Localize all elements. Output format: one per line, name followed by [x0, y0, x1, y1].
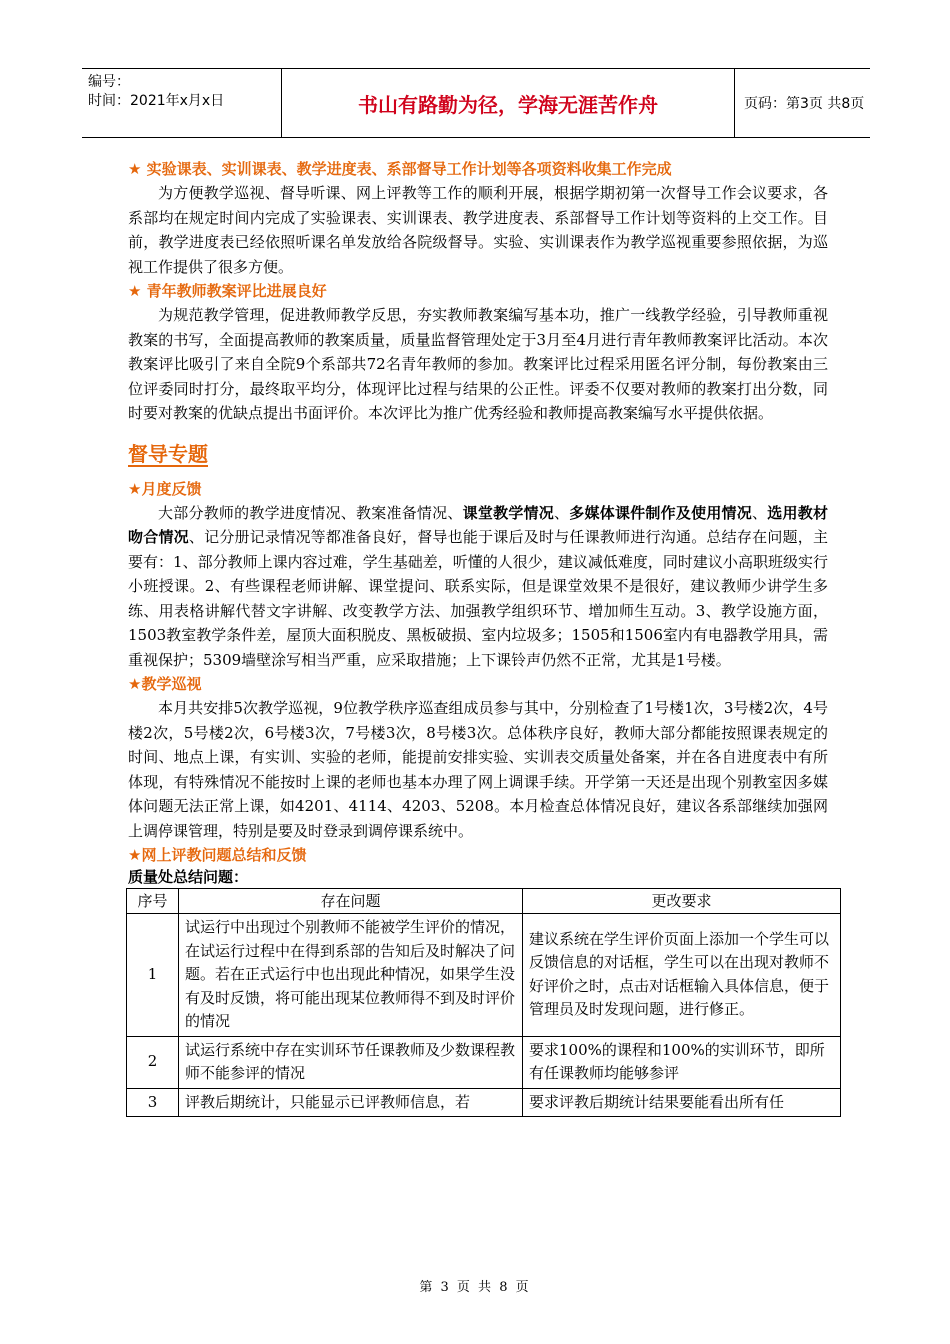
- document-body: [128, 157, 828, 1117]
- issues-table: [126, 888, 841, 1117]
- table-row: [127, 914, 841, 1037]
- col-header-request: 更改要求: [523, 889, 841, 914]
- row-problem: 试运行系统中存在实训环节任课教师及少数课程教师不能参评的情况: [179, 1036, 523, 1088]
- page-header: [82, 68, 870, 138]
- row-request: 要求100%的课程和100%的实训环节，即所有任课教师均能够参评: [523, 1036, 841, 1088]
- monthly-feedback-title: ★月度反馈: [128, 479, 202, 498]
- header-motto: 书山有路勤为径，学海无涯苦作舟: [282, 69, 735, 137]
- page-label: 页码：第3页 共8页: [744, 96, 865, 112]
- col-header-no: 序号: [127, 889, 179, 914]
- quality-office-label: 质量处总结问题：: [128, 868, 249, 886]
- patrol-body: 本月共安排5次教学巡视，9位教学秩序巡查组成员参与其中，分别检查了1号楼1次，3号楼2次，4号楼2次，5号楼2次，6号楼3次，7号楼3次，8号楼3次。总体秩序良好，教师大部分都能按照课表规定的时间、地点上课，有实训、实验的老师，能提前安排实验、实训表交质量处备案，并在各自进度表中有所体现，有特殊情况不能按时上课的老师也基本办理了网上调课手续。开学第一天还是出现个别教室因多媒体问题无法正常上课，如4201、4114、4203、5208。本月检查总体情况良好，建议各系部继续加强网上调停课管理，特别是要及时登录到调停课系统中。: [128, 699, 828, 840]
- section-title-lesson-plan: ★ 青年教师教案评比进展良好: [128, 282, 327, 300]
- header-meta: [82, 69, 282, 137]
- col-header-problem: 存在问题: [179, 889, 523, 914]
- table-row: [127, 1088, 841, 1117]
- row-number: 3: [127, 1088, 179, 1117]
- section-body-lesson-plan: 为规范教学管理，促进教师教学反思，夯实教师教案编写基本功，推广一线教学经验，引导教师重视教案的书写，全面提高教师的教案质量，质量监督管理处定于3月至4月进行青年教师教案评比活动。本次教案评比吸引了来自全院9个系部共72名青年教师的参加。教案评比过程采用匿名评分制，每份教案由三位评委同时打分，最终取平均分，体现评比过程与结果的公正性。评委不仅要对教师的教案打出分数，同时要对教案的优缺点提出书面评价。本次评比为推广优秀经验和教师提高教案编写水平提供依据。: [128, 306, 828, 422]
- patrol-title: ★教学巡视: [128, 675, 202, 693]
- table-header-row: [127, 889, 841, 914]
- row-number: 1: [127, 914, 179, 1037]
- date-label: 时间：2021年x月x日: [88, 93, 225, 109]
- row-problem: 评教后期统计，只能显示已评教师信息，若: [179, 1088, 523, 1117]
- row-request: 建议系统在学生评价页面上添加一个学生可以反馈信息的对话框，学生可以在出现对教师不好评价之时，点击对话框输入具体信息，便于管理员及时发现问题，进行修正。: [523, 914, 841, 1037]
- online-eval-title: ★网上评教问题总结和反馈: [128, 846, 307, 864]
- row-number: 2: [127, 1036, 179, 1088]
- monthly-feedback-body: 大部分教师的教学进度情况、教案准备情况、课堂教学情况、多媒体课件制作及使用情况、选用教材吻合情况、记分册记录情况等都准备良好，督导也能于课后及时与任课教师进行沟通。总结存在问题，主要有：1、部分教师上课内容过难，学生基础差，听懂的人很少，建议减低难度，同时建议小高职班级实行小班授课。2、有些课程老师讲解、课堂提问、联系实际，但是课堂效果不是很好，建议教师少讲学生多练、用表格讲解代替文字讲解、改变教学方法、加强教学组织环节、增加师生互动。3、教学设施方面，1503教室教学条件差，屋顶大面积脱皮、黑板破损、室内垃圾多；1505和1506室内有电器教学用具，需重视保护；5309墙壁涂写相当严重，应采取措施；上下课铃声仍然不正常，尤其是1号楼。: [128, 503, 828, 669]
- row-request: 要求评教后期统计结果要能看出所有任: [523, 1088, 841, 1117]
- special-topic-heading: 督导专题: [128, 441, 208, 466]
- table-row: [127, 1036, 841, 1088]
- section-title-materials: ★ 实验课表、实训课表、教学进度表、系部督导工作计划等各项资料收集工作完成: [128, 160, 672, 178]
- number-label: 编号：: [88, 74, 130, 90]
- row-problem: 试运行中出现过个别教师不能被学生评价的情况，在试运行过程中在得到系部的告知后及时解决了问题。若在正式运行中也出现此种情况，如果学生没有及时反馈，将可能出现某位教师得不到及时评价的情况: [179, 914, 523, 1037]
- section-body-materials: 为方便教学巡视、督导听课、网上评教等工作的顺利开展，根据学期初第一次督导工作会议要求，各系部均在规定时间内完成了实验课表、实训课表、教学进度表、系部督导工作计划等资料的上交工作。目前，教学进度表已经依照听课名单发放给各院级督导。实验、实训课表作为教学巡视重要参照依据，为巡视工作提供了很多方便。: [128, 184, 828, 276]
- page-footer: 第 3 页 共 8 页: [419, 1280, 531, 1295]
